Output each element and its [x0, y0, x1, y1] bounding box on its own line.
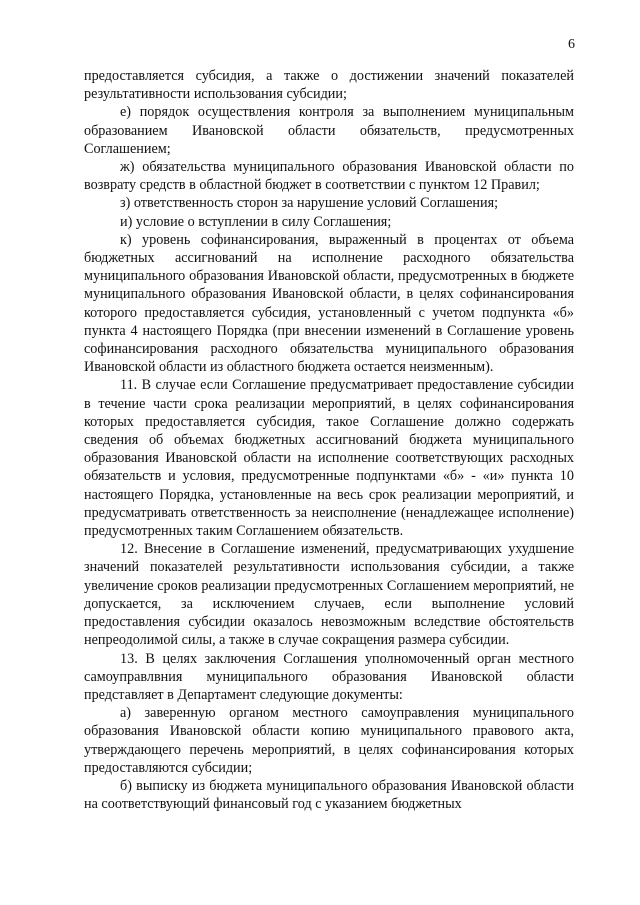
page-number: 6 — [568, 37, 575, 52]
paragraph-intro: предоставляется субсидия, а также о достижении значений показателей результативности использования субсидии; — [84, 68, 574, 103]
paragraph-clause-11: 11. В случае если Соглашение предусматривает предоставление субсидии в течение части срока реализации мероприятий, в целях софинансирования которых предоставляется субсидия, такое Соглашение должно содержать сведения об объемах бюджетных ассигнований бюджета муниципального образования Ивановской области на исполнение соответствующих расходных обязательств и условия, предусмотренные подпунктами «б» - «и» пункта 10 настоящего Порядка, установленные на весь срок реализации мероприятий, и предусматривать ответственность за неисполнение (ненадлежащее исполнение) предусмотренных таким Соглашением обязательств. — [84, 377, 574, 540]
paragraph-clause-12: 12. Внесение в Соглашение изменений, предусматривающих ухудшение значений показателей результативности использования субсидии, а также увеличение сроков реализации предусмотренных Соглашением мероприятий, не допускается, за исключением случаев, если выполнение условий предоставления субсидии оказалось невозможным вследствие обстоятельств непреодолимой силы, а также в случае сокращения размера субсидии. — [84, 541, 574, 649]
paragraph-item-z: з) ответственность сторон за нарушение условий Соглашения; — [120, 195, 499, 212]
paragraph-item-a: а) заверенную органом местного самоуправления муниципального образования Ивановской области копию муниципального правового акта, утверждающего перечень мероприятий, в целях софинансирования которых предоставляются субсидии; — [84, 705, 574, 776]
paragraph-item-e: е) порядок осуществления контроля за выполнением муниципальным образованием Ивановской области обязательств, предусмотренных Соглашением; — [84, 104, 574, 157]
paragraph-item-b: б) выписку из бюджета муниципального образования Ивановской области на соответствующий финансовый год с указанием бюджетных — [84, 777, 574, 813]
paragraph-clause-13: 13. В целях заключения Соглашения уполномоченный орган местного самоуправлвния муниципального образования Ивановской области представляет в Департамент следующие документы: — [84, 650, 574, 703]
paragraph-item-zh: ж) обязательства муниципального образования Ивановской области по возврату средств в областной бюджет в соответствии с пунктом 12 Правил; — [84, 159, 574, 194]
document-body — [84, 67, 574, 813]
paragraph-item-i: и) условие о вступлении в силу Соглашения; — [120, 213, 392, 230]
paragraph-item-k: к) уровень софинансирования, выраженный в процентах от объема бюджетных ассигнований на исполнение расходного обязательства муниципального образования Ивановской области, предусмотренных в бюджете муниципального образования Ивановской области, в целях софинансирования которого предоставляется субсидия, установленный с учетом подпункта «б» пункта 4 настоящего Порядка (при внесении изменений в Соглашение уровень софинансирования расходного обязательства муниципального образования Ивановской области из областного бюджета остается неизменным). — [84, 231, 574, 376]
